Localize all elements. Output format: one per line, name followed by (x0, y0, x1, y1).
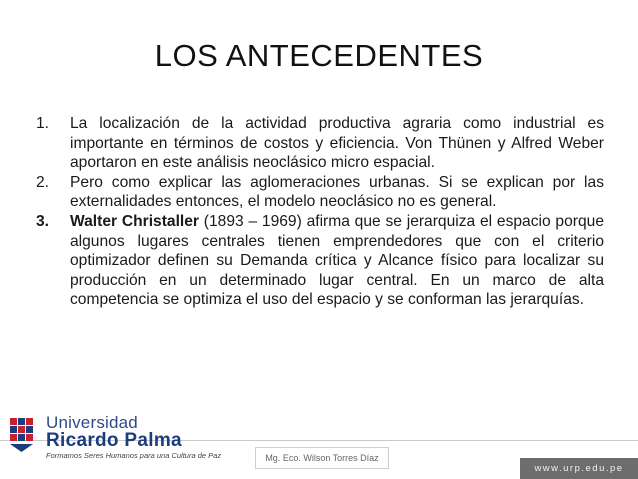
list-number: 2. (36, 173, 50, 191)
list-text: La localización de la actividad productiva agraria como industrial es importante en términos de costos y eficiencia. Von Thünen y Alfred Weber aportaron en este análisis neoclásico micro espacial. (70, 115, 604, 172)
list-item (36, 114, 604, 173)
list-text: Pero como explicar las aglomeraciones urbanas. Si se explican por las externalidades entonces, el modelo neoclásico no es general. (70, 173, 604, 211)
list-rest-text: (1893 – 1969) afirma que se jerarquiza el espacio porque algunos lugares centrales tienen emprendedores que con el criterio optimizador definen su Demanda crítica y Alcance físico para localizar su producción en un determinado lugar central. En un marco de alta competencia se optimiza el uso del espacio y se conforman las jerarquías. (70, 212, 604, 309)
list-bold-text: Walter Christaller (70, 212, 199, 230)
list-text (70, 212, 604, 310)
logo-tagline: Formamos Seres Humanos para una Cultura de Paz (46, 451, 222, 460)
website-link[interactable]: www.urp.edu.pe (534, 463, 624, 474)
logo-university: Universidad (46, 413, 138, 432)
university-emblem-icon (8, 414, 42, 454)
slide-title: LOS ANTECEDENTES (154, 38, 484, 73)
logo-name: Ricardo Palma (46, 430, 182, 451)
antecedents-list (36, 114, 604, 310)
list-item (36, 173, 604, 212)
website-bar (520, 458, 638, 479)
list-number: 1. (36, 115, 50, 132)
logo-text (46, 414, 221, 461)
university-logo (8, 414, 221, 461)
list-number: 3. (36, 212, 50, 230)
author-label: Mg. Eco. Wilson Torres Díaz (255, 447, 389, 469)
list-item (36, 212, 604, 310)
